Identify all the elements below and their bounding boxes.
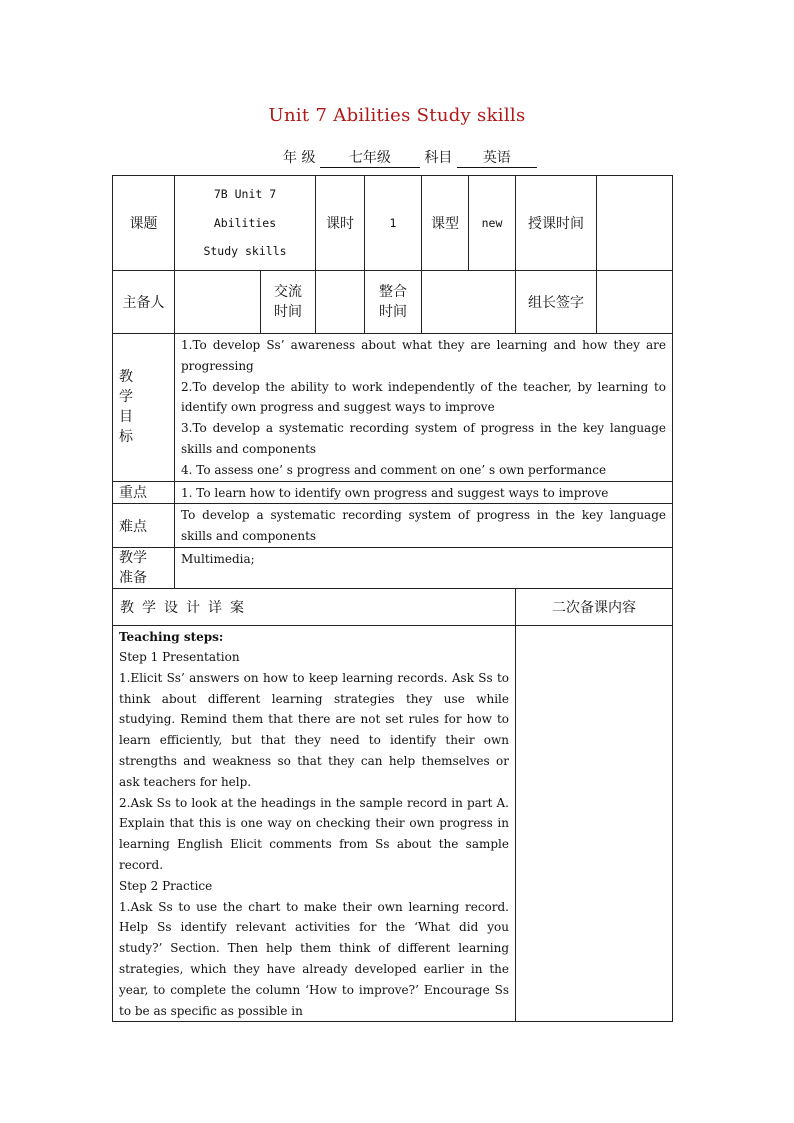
objectives-content — [175, 334, 673, 482]
objectives-label-char: 目 — [119, 409, 133, 426]
subject-label: 科目 — [424, 150, 453, 166]
type-value: new — [469, 176, 516, 271]
key-point-row — [113, 481, 673, 504]
plan-heading-row — [113, 588, 673, 625]
steps-title: Teaching steps: — [119, 629, 224, 644]
header-row-2 — [113, 271, 673, 334]
preparation-row — [113, 547, 673, 588]
secondary-prep-heading: 二次备课内容 — [516, 588, 673, 625]
exchange-label-line: 时间 — [274, 304, 302, 320]
time-label: 授课时间 — [516, 176, 597, 271]
objective-item: 3.To develop a systematic recording system of progress in the key language skills and components — [181, 421, 666, 456]
grade-label: 年 级 — [283, 150, 316, 166]
integrate-label-line: 时间 — [379, 304, 407, 320]
exchange-label-line: 交流 — [274, 284, 302, 300]
objective-item: 4. To assess one’ s progress and comment on one’ s own performance — [181, 462, 607, 477]
difficulty-row — [113, 504, 673, 548]
topic-line: Abilities — [213, 215, 277, 230]
objectives-label-char: 学 — [119, 389, 133, 406]
lesson-plan-table — [112, 175, 673, 1022]
preparer-value — [175, 271, 261, 334]
plan-body — [113, 625, 516, 1021]
secondary-prep-content — [516, 625, 673, 1021]
preparation-label-line: 教学 — [119, 549, 147, 566]
preparation-label-line: 准备 — [119, 569, 147, 586]
subject-value: 英语 — [457, 150, 537, 168]
topic-line: 7B Unit 7 — [213, 187, 277, 202]
key-point-label: 重点 — [113, 481, 175, 504]
integrate-label-line: 整合 — [379, 284, 407, 300]
preparation-content: Multimedia; — [175, 547, 673, 588]
exchange-time-value — [316, 271, 365, 334]
grade-value: 七年级 — [320, 150, 420, 168]
time-value — [597, 176, 673, 271]
objective-item: 1.To develop Ss’ awareness about what they are learning and how they are progressing — [181, 338, 666, 373]
grade-subject-line — [283, 147, 537, 168]
integrate-time-value — [422, 271, 516, 334]
leader-signature-label: 组长签字 — [516, 271, 597, 334]
plan-paragraph: 2.Ask Ss to look at the headings in the sample record in part A. Explain that this is one way on checking their own progress in learning English Elicit comments from Ss about the sample record. — [119, 795, 509, 872]
difficulty-content: To develop a systematic recording system of progress in the key language skills and components — [175, 504, 673, 548]
topic-line: Study skills — [203, 244, 287, 259]
topic-label: 课题 — [113, 176, 175, 271]
hours-label: 课时 — [316, 176, 365, 271]
leader-signature-value — [597, 271, 673, 334]
header-row-1 — [113, 176, 673, 271]
objectives-label-char: 教 — [119, 369, 133, 386]
objectives-row — [113, 334, 673, 482]
plan-heading: 教学设计详案 — [113, 588, 516, 625]
type-label: 课型 — [422, 176, 469, 271]
hours-value: 1 — [365, 176, 422, 271]
plan-paragraph: Step 1 Presentation — [119, 649, 240, 664]
integrate-time-label — [365, 271, 422, 334]
objective-item: 2.To develop the ability to work independently of the teacher, by learning to identify own progress and suggest ways to improve — [181, 379, 666, 415]
preparation-label — [113, 547, 175, 588]
difficulty-label: 难点 — [113, 504, 175, 548]
plan-paragraph: Step 2 Practice — [119, 878, 213, 893]
preparer-label: 主备人 — [113, 271, 175, 334]
key-point-content: 1. To learn how to identify own progress and suggest ways to improve — [175, 481, 673, 504]
document-title: Unit 7 Abilities Study skills — [268, 105, 526, 126]
exchange-time-label — [261, 271, 316, 334]
objectives-label-char: 标 — [119, 429, 133, 446]
topic-value — [175, 176, 316, 271]
plan-body-row — [113, 625, 673, 1021]
plan-paragraph: 1.Elicit Ss’ answers on how to keep learning records. Ask Ss to think about different learning strategies they use while studying. Remind them that there are not set rules for how to learn efficiently, but that they need to identify their own strengths and weakness so that they can help themselves or ask teachers for help. — [119, 670, 509, 789]
objectives-label — [113, 334, 175, 482]
plan-paragraph: 1.Ask Ss to use the chart to make their own learning record. Help Ss identify relevant activities for the ‘What did you study?’ Section. Then help them think of different learning strategies, which they have already developed earlier in the year, to complete the column ‘How to improve?’ Encourage Ss to be as specific as possible in — [119, 899, 509, 1018]
